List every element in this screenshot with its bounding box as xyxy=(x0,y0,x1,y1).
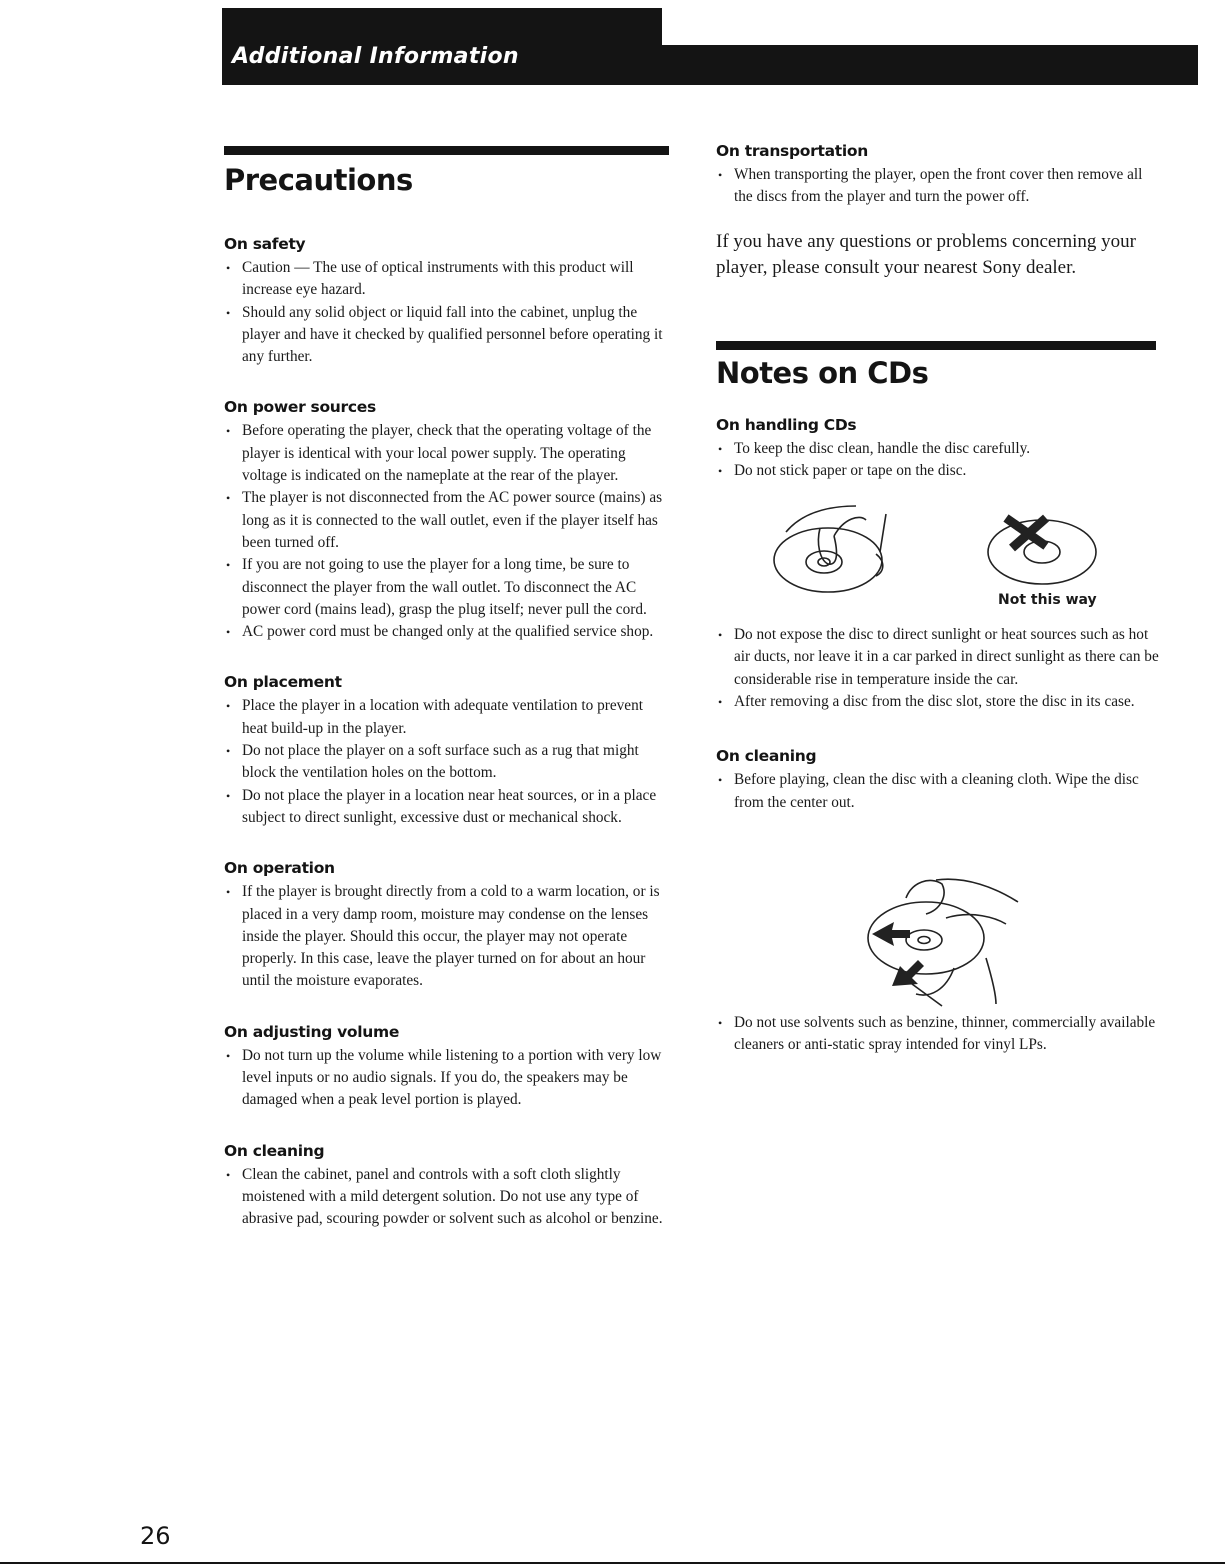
section-heading: On cleaning xyxy=(224,1141,325,1160)
section-header-title: Additional Information xyxy=(232,44,519,69)
list-item: • Before operating the player, check that the operating voltage of the player is identical with your local power supply. The operating voltage is indicated on the nameplate at the rear of the player. xyxy=(224,420,669,487)
precaution-section xyxy=(224,398,669,643)
disc-handling-figure xyxy=(716,492,1161,620)
section-heading: On adjusting volume xyxy=(224,1022,400,1041)
handling-list-continued xyxy=(716,624,1161,713)
list-item: • If you are not going to use the player for a long time, be sure to disconnect the player from the wall outlet. To disconnect the AC power cord (mains lead), grasp the plug itself; never pull the cord. xyxy=(224,554,669,621)
bottom-rule xyxy=(0,1562,1225,1564)
title-rule xyxy=(224,146,669,155)
precautions-title: Precautions xyxy=(224,163,413,197)
list-item: • Do not use solvents such as benzine, thinner, commercially available cleaners or anti-static spray intended for vinyl LPs. xyxy=(716,1012,1161,1057)
section-list xyxy=(224,420,669,643)
handling-list xyxy=(716,438,1161,483)
handling-heading: On handling CDs xyxy=(716,415,857,434)
list-item: • Do not stick paper or tape on the disc. xyxy=(716,460,1161,482)
list-item: • Caution — The use of optical instruments with this product will increase eye hazard. xyxy=(224,257,669,302)
section-list xyxy=(224,257,669,368)
header-tab xyxy=(222,8,662,48)
list-item: • To keep the disc clean, handle the disc carefully. xyxy=(716,438,1161,460)
transportation-list xyxy=(716,164,1161,209)
title-rule xyxy=(716,341,1156,350)
figure-caption: Not this way xyxy=(998,592,1097,609)
disc-cleaning-figure xyxy=(716,818,1161,1008)
list-item: • Place the player in a location with adequate ventilation to prevent heat build-up in the player. xyxy=(224,695,669,740)
list-item: • When transporting the player, open the front cover then remove all the discs from the player and turn the power off. xyxy=(716,164,1161,209)
precaution-section xyxy=(224,859,669,992)
section-heading: On placement xyxy=(224,673,342,692)
disc-cleaning-illustration xyxy=(716,818,1161,1008)
section-list xyxy=(224,1045,669,1112)
section-list xyxy=(224,1164,669,1231)
list-item: • Should any solid object or liquid fall into the cabinet, unplug the player and have it checked by qualified personnel before operating it any further. xyxy=(224,302,669,369)
section-list xyxy=(224,881,669,992)
list-item: • Do not place the player in a location near heat sources, or in a place subject to direct sunlight, excessive dust or mechanical shock. xyxy=(224,785,669,830)
section-list xyxy=(224,695,669,829)
section-heading: On operation xyxy=(224,859,335,878)
notes-on-cds-title: Notes on CDs xyxy=(716,355,929,390)
list-item: • AC power cord must be changed only at the qualified service shop. xyxy=(224,621,669,643)
list-item: • Do not turn up the volume while listening to a portion with very low level inputs or no audio signals. If you do, the speakers may be damaged when a peak level portion is played. xyxy=(224,1045,669,1112)
list-item: • Do not expose the disc to direct sunlight or heat sources such as hot air ducts, nor leave it in a car parked in direct sunlight as there can be considerable rise in temperature inside the car. xyxy=(716,624,1161,691)
list-item: • After removing a disc from the disc slot, store the disc in its case. xyxy=(716,691,1161,713)
right-column xyxy=(716,142,1161,1057)
precaution-section xyxy=(224,1023,669,1112)
disc-cleaning-heading: On cleaning xyxy=(716,747,817,766)
page-number: 26 xyxy=(140,1522,171,1550)
dealer-note: If you have any questions or problems concerning your player, please consult your nearest Sony dealer. xyxy=(716,230,1137,278)
precaution-section xyxy=(224,235,669,368)
precaution-section xyxy=(224,1142,669,1231)
precautions-column xyxy=(224,146,669,1231)
disc-cleaning-list xyxy=(716,769,1161,814)
precaution-section xyxy=(224,673,669,829)
disc-cleaning-list-continued xyxy=(716,1012,1161,1057)
list-item: • The player is not disconnected from the AC power source (mains) as long as it is connected to the wall outlet, even if the player itself has been turned off. xyxy=(224,487,669,554)
precautions-sections xyxy=(224,235,669,1231)
section-heading: On power sources xyxy=(224,398,376,417)
list-item: • Clean the cabinet, panel and controls with a soft cloth slightly moistened with a mild detergent solution. Do not use any type of abrasive pad, scouring powder or solvent such as alcohol or benzine. xyxy=(224,1164,669,1231)
wrong-handling-icon xyxy=(988,518,1096,584)
list-item: • Do not place the player on a soft surface such as a rug that might block the ventilation holes on the bottom. xyxy=(224,740,669,785)
correct-handling-icon xyxy=(774,506,886,592)
list-item: • Before playing, clean the disc with a cleaning cloth. Wipe the disc from the center out. xyxy=(716,769,1161,814)
list-item: • If the player is brought directly from a cold to a warm location, or is placed in a very damp room, moisture may condense on the lenses inside the player. Should this occur, the player may not operate properly. In this case, leave the player turned on for about an hour until the moisture evaporates. xyxy=(224,881,669,992)
transportation-heading: On transportation xyxy=(716,142,868,160)
section-heading: On safety xyxy=(224,235,306,253)
